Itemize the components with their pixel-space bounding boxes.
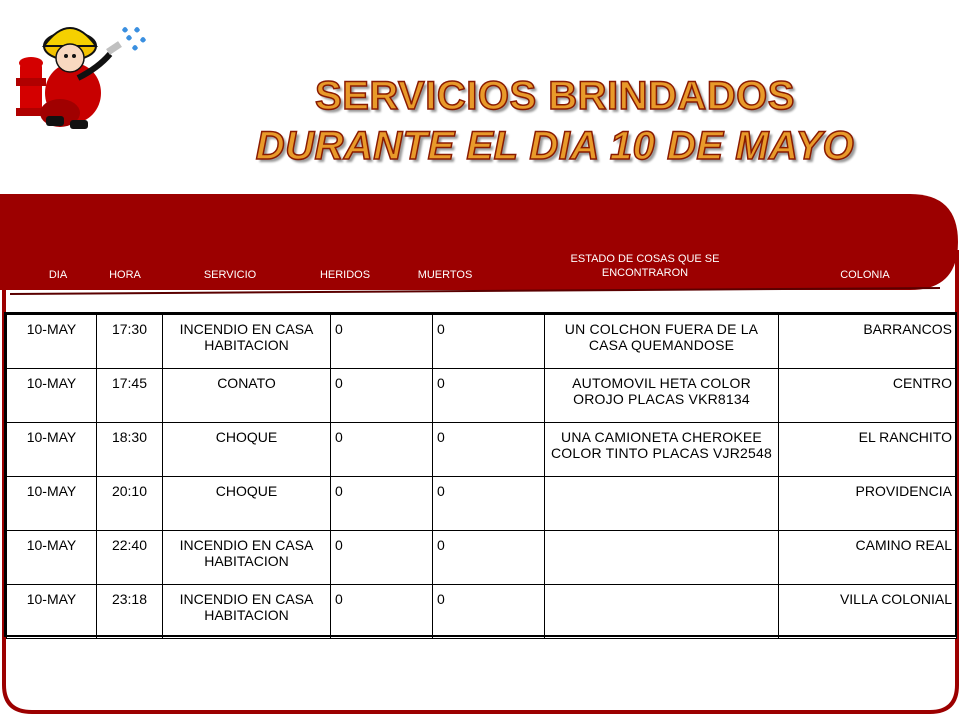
cell-estado xyxy=(545,477,779,531)
cell-servicio: INCENDIO EN CASA HABITACION xyxy=(163,531,331,585)
cell-hora: 17:30 xyxy=(97,315,163,369)
header-servicio: SERVICIO xyxy=(203,269,257,281)
cell-dia: 10-MAY xyxy=(7,369,97,423)
cell-hora: 22:40 xyxy=(97,531,163,585)
cell-estado xyxy=(545,531,779,585)
cell-dia: 10-MAY xyxy=(7,315,97,369)
cell-muertos: 0 xyxy=(433,423,545,477)
cell-hora: 23:18 xyxy=(97,585,163,639)
cell-estado xyxy=(545,585,779,639)
cell-dia: 10-MAY xyxy=(7,477,97,531)
cell-hora: 20:10 xyxy=(97,477,163,531)
header-dia: DIA xyxy=(48,269,68,281)
cell-colonia: CAMINO REAL xyxy=(779,531,957,585)
cell-servicio: INCENDIO EN CASA HABITACION xyxy=(163,585,331,639)
cell-muertos: 0 xyxy=(433,315,545,369)
table-header xyxy=(0,250,960,286)
cell-colonia: CENTRO xyxy=(779,369,957,423)
table-row xyxy=(7,477,957,531)
cell-servicio: INCENDIO EN CASA HABITACION xyxy=(163,315,331,369)
cell-heridos: 0 xyxy=(331,315,433,369)
cell-colonia: BARRANCOS xyxy=(779,315,957,369)
cell-muertos: 0 xyxy=(433,477,545,531)
cell-heridos: 0 xyxy=(331,531,433,585)
cell-heridos: 0 xyxy=(331,477,433,531)
page-subtitle: DURANTE EL DIA 10 DE MAYO xyxy=(255,124,855,168)
cell-dia: 10-MAY xyxy=(7,423,97,477)
page-title: SERVICIOS BRINDADOS xyxy=(315,74,795,118)
cell-colonia: PROVIDENCIA xyxy=(779,477,957,531)
table-row xyxy=(7,423,957,477)
cell-heridos: 0 xyxy=(331,423,433,477)
cell-servicio: CHOQUE xyxy=(163,477,331,531)
cell-estado: AUTOMOVIL HETA COLOR OROJO PLACAS VKR8134 xyxy=(545,369,779,423)
cell-dia: 10-MAY xyxy=(7,531,97,585)
header-hora: HORA xyxy=(109,269,141,281)
cell-dia: 10-MAY xyxy=(7,585,97,639)
cell-hora: 17:45 xyxy=(97,369,163,423)
table-row xyxy=(7,531,957,585)
cell-servicio: CHOQUE xyxy=(163,423,331,477)
header-heridos: HERIDOS xyxy=(319,269,371,281)
header-colonia: COLONIA xyxy=(840,269,890,281)
cell-muertos: 0 xyxy=(433,585,545,639)
header-muertos: MUERTOS xyxy=(417,269,473,281)
cell-heridos: 0 xyxy=(331,369,433,423)
cell-muertos: 0 xyxy=(433,369,545,423)
table-row xyxy=(7,369,957,423)
services-table xyxy=(6,314,957,639)
header-estado: ESTADO DE COSAS QUE SE ENCONTRARON xyxy=(570,253,720,279)
cell-colonia: EL RANCHITO xyxy=(779,423,957,477)
cell-estado: UN COLCHON FUERA DE LA CASA QUEMANDOSE xyxy=(545,315,779,369)
cell-servicio: CONATO xyxy=(163,369,331,423)
cell-heridos: 0 xyxy=(331,585,433,639)
table-row xyxy=(7,315,957,369)
cell-muertos: 0 xyxy=(433,531,545,585)
table-row xyxy=(7,585,957,639)
cell-estado: UNA CAMIONETA CHEROKEE COLOR TINTO PLACAS VJR2548 xyxy=(545,423,779,477)
cell-colonia: VILLA COLONIAL xyxy=(779,585,957,639)
cell-hora: 18:30 xyxy=(97,423,163,477)
